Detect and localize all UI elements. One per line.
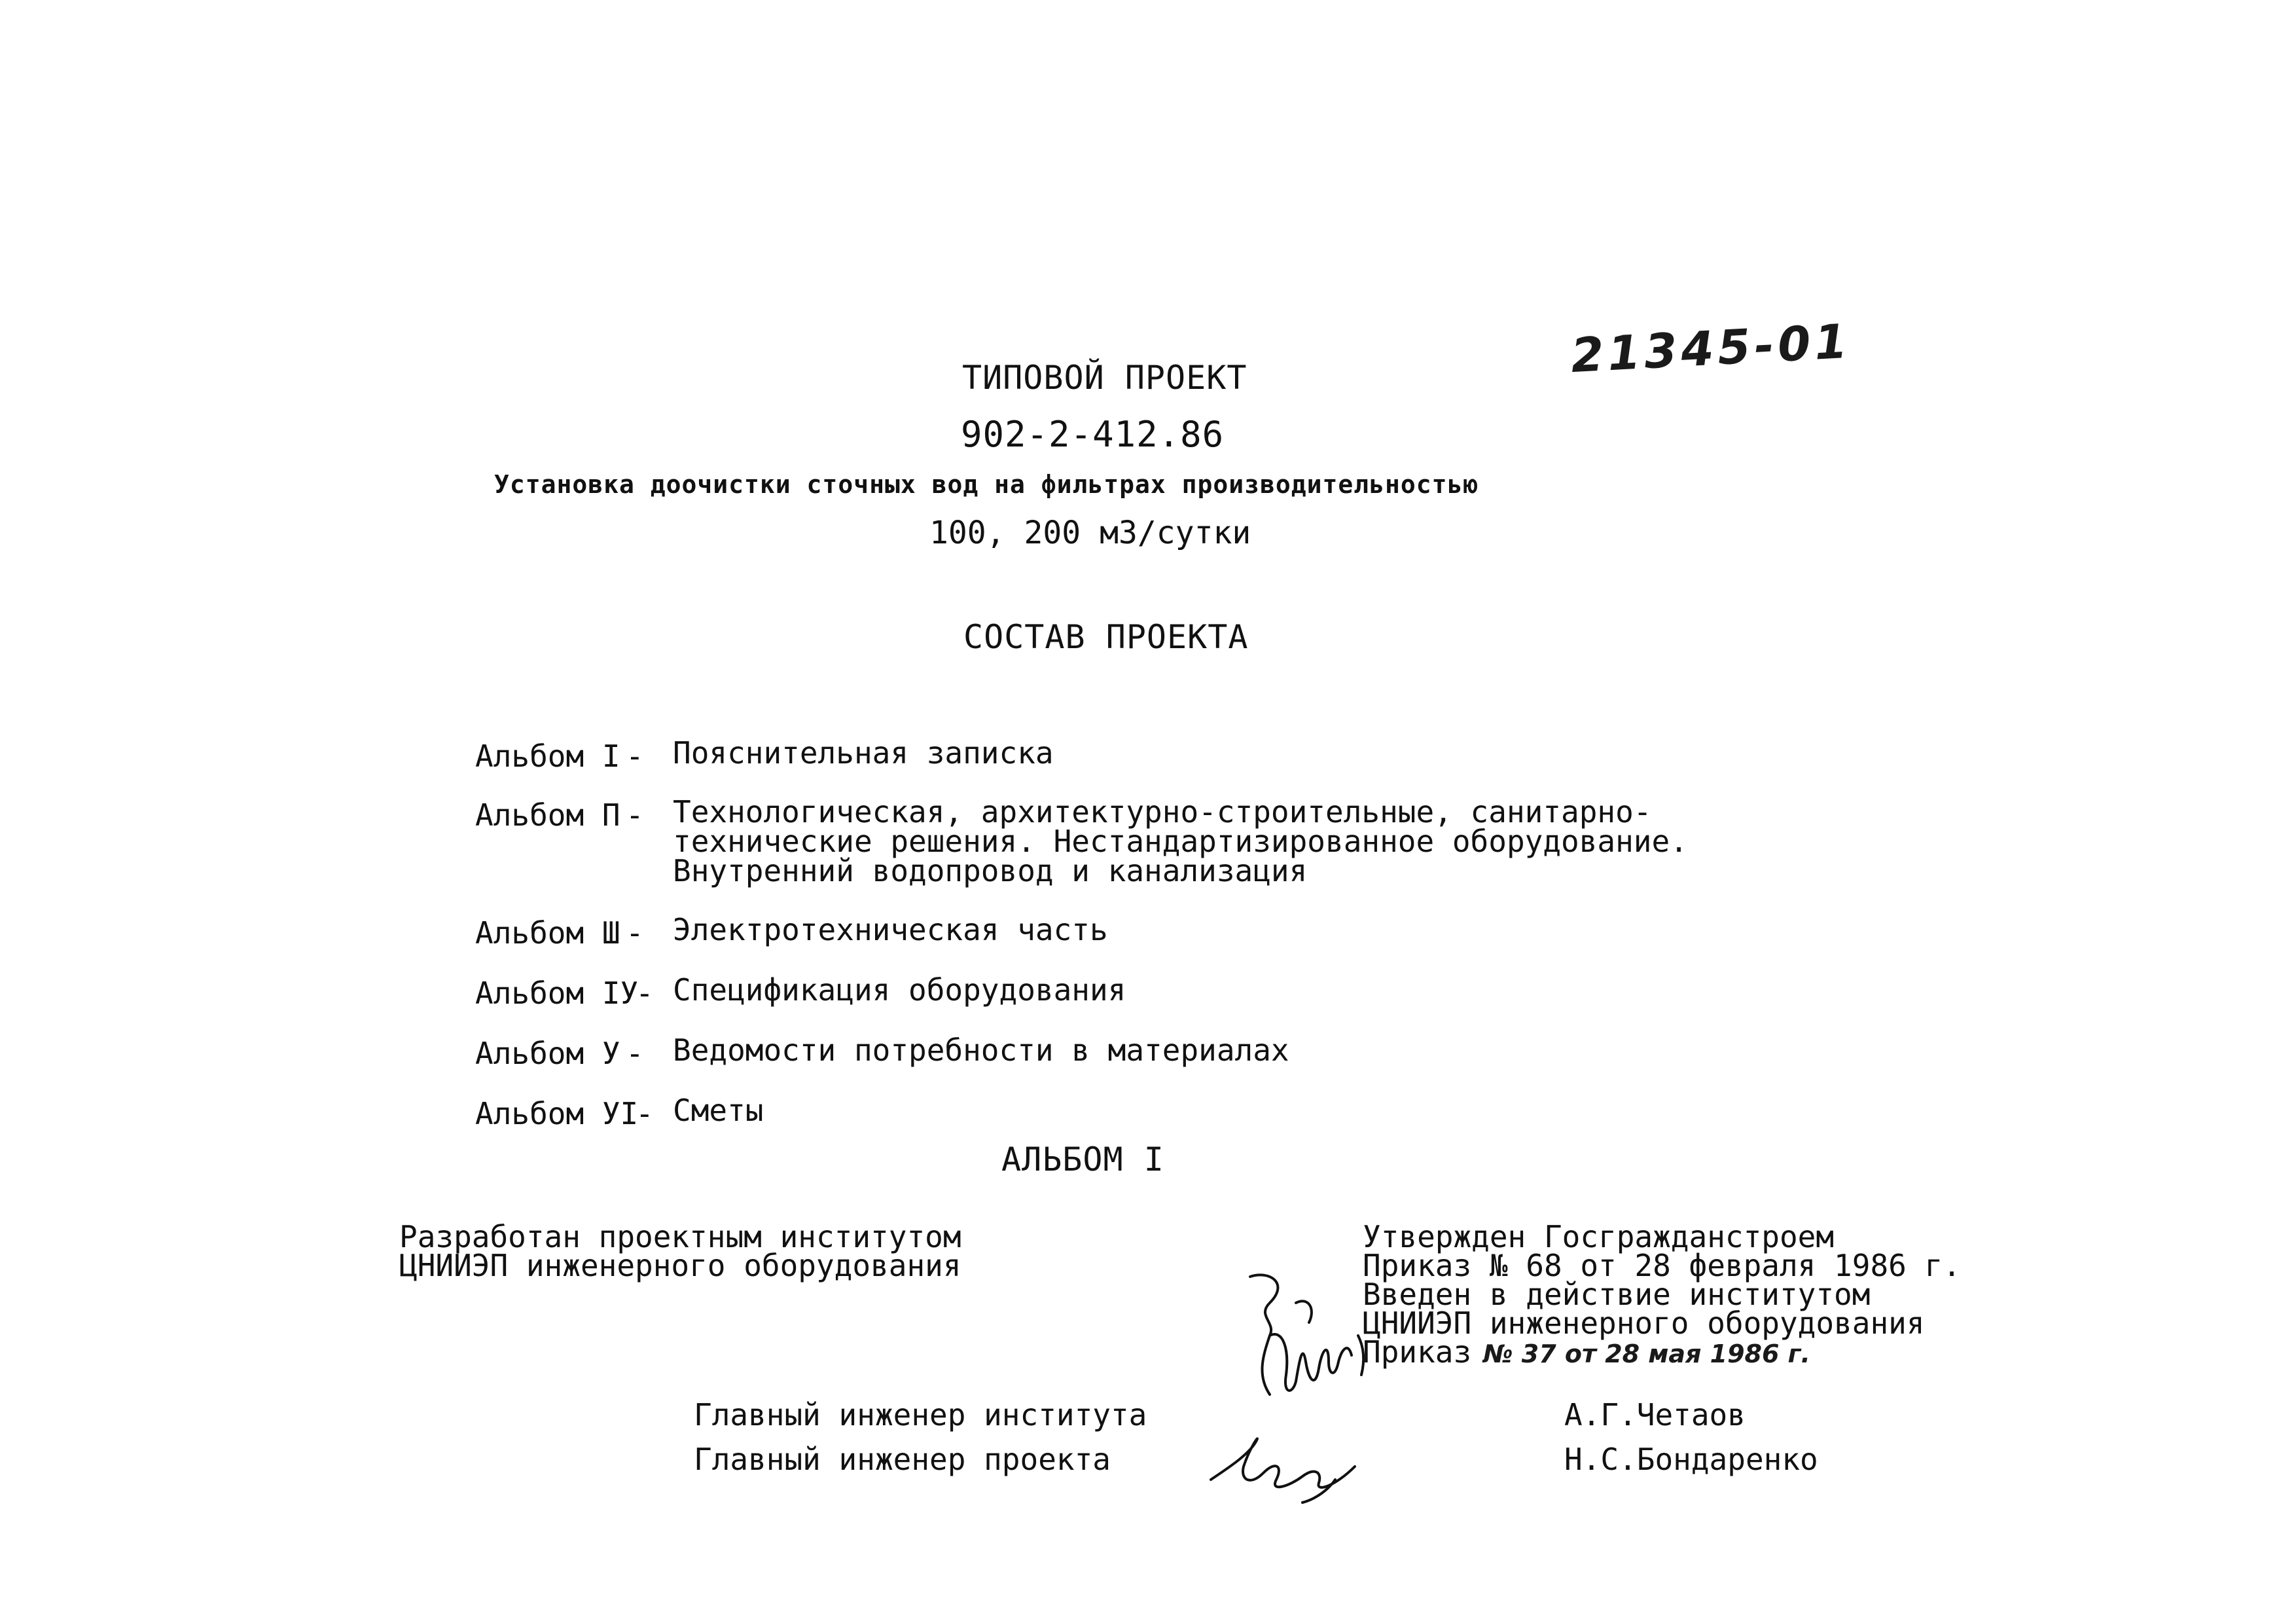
album-text: Пояснительная записка [673, 735, 1054, 771]
album-text: Электротехническая часть [673, 912, 1108, 947]
approval-line1: Утвержден Госгражданстроем [1363, 1219, 1835, 1254]
album-text: Сметы [673, 1093, 764, 1128]
project-code: 902-2-412.86 [961, 414, 1225, 455]
signature-chief-engineer-institute [1230, 1264, 1401, 1434]
current-album-title: АЛЬБОМ I [1001, 1140, 1164, 1178]
signatory-role: Главный инженер проекта [694, 1442, 1111, 1477]
album-label: Альбом П [475, 797, 620, 833]
approval-line5 [1363, 1334, 1810, 1370]
developer-line1: Разработан проектным институтом [399, 1219, 961, 1254]
signatory-name: Н.С.Бондаренко [1564, 1442, 1818, 1477]
approval-line4: ЦНИИЭП инженерного оборудования [1363, 1305, 1925, 1341]
album-label: Альбом IУ [475, 976, 639, 1011]
archive-number: 21345-01 [1570, 313, 1853, 384]
album-label: Альбом I [475, 739, 620, 774]
approval-order-prefix: Приказ [1363, 1334, 1472, 1370]
signature-chief-engineer-project [1204, 1427, 1374, 1506]
album-text: Технологическая, архитектурно-строительные, санитарно- технические решения. Нестандартизированное оборудование. Внутренний водопровод и канализация [673, 794, 1688, 888]
project-subtitle-line1: Установка доочистки сточных вод на фильтрах производительностью [494, 470, 1479, 499]
album-label: Альбом У [475, 1036, 620, 1071]
album-label: Альбом Ш [475, 915, 620, 951]
album-text: Спецификация оборудования [673, 972, 1126, 1008]
approval-line2: Приказ № 68 от 28 февраля 1986 г. [1363, 1248, 1961, 1283]
document-title: ТИПОВОЙ ПРОЕКТ [962, 359, 1247, 397]
project-subtitle-line2: 100, 200 м3/сутки [929, 515, 1251, 551]
signatory-name: А.Г.Четаов [1564, 1397, 1746, 1432]
section-title: СОСТАВ ПРОЕКТА [963, 618, 1249, 656]
album-label: Альбом УI [475, 1096, 639, 1131]
developer-line2: ЦНИИЭП инженерного оборудования [399, 1248, 961, 1283]
album-text: Ведомости потребности в материалах [673, 1032, 1289, 1068]
approval-line3: Введен в действие институтом [1363, 1277, 1871, 1312]
signatory-role: Главный инженер института [694, 1397, 1147, 1432]
approval-order-handwritten: № 37 от 28 мая 1986 г. [1482, 1340, 1810, 1368]
